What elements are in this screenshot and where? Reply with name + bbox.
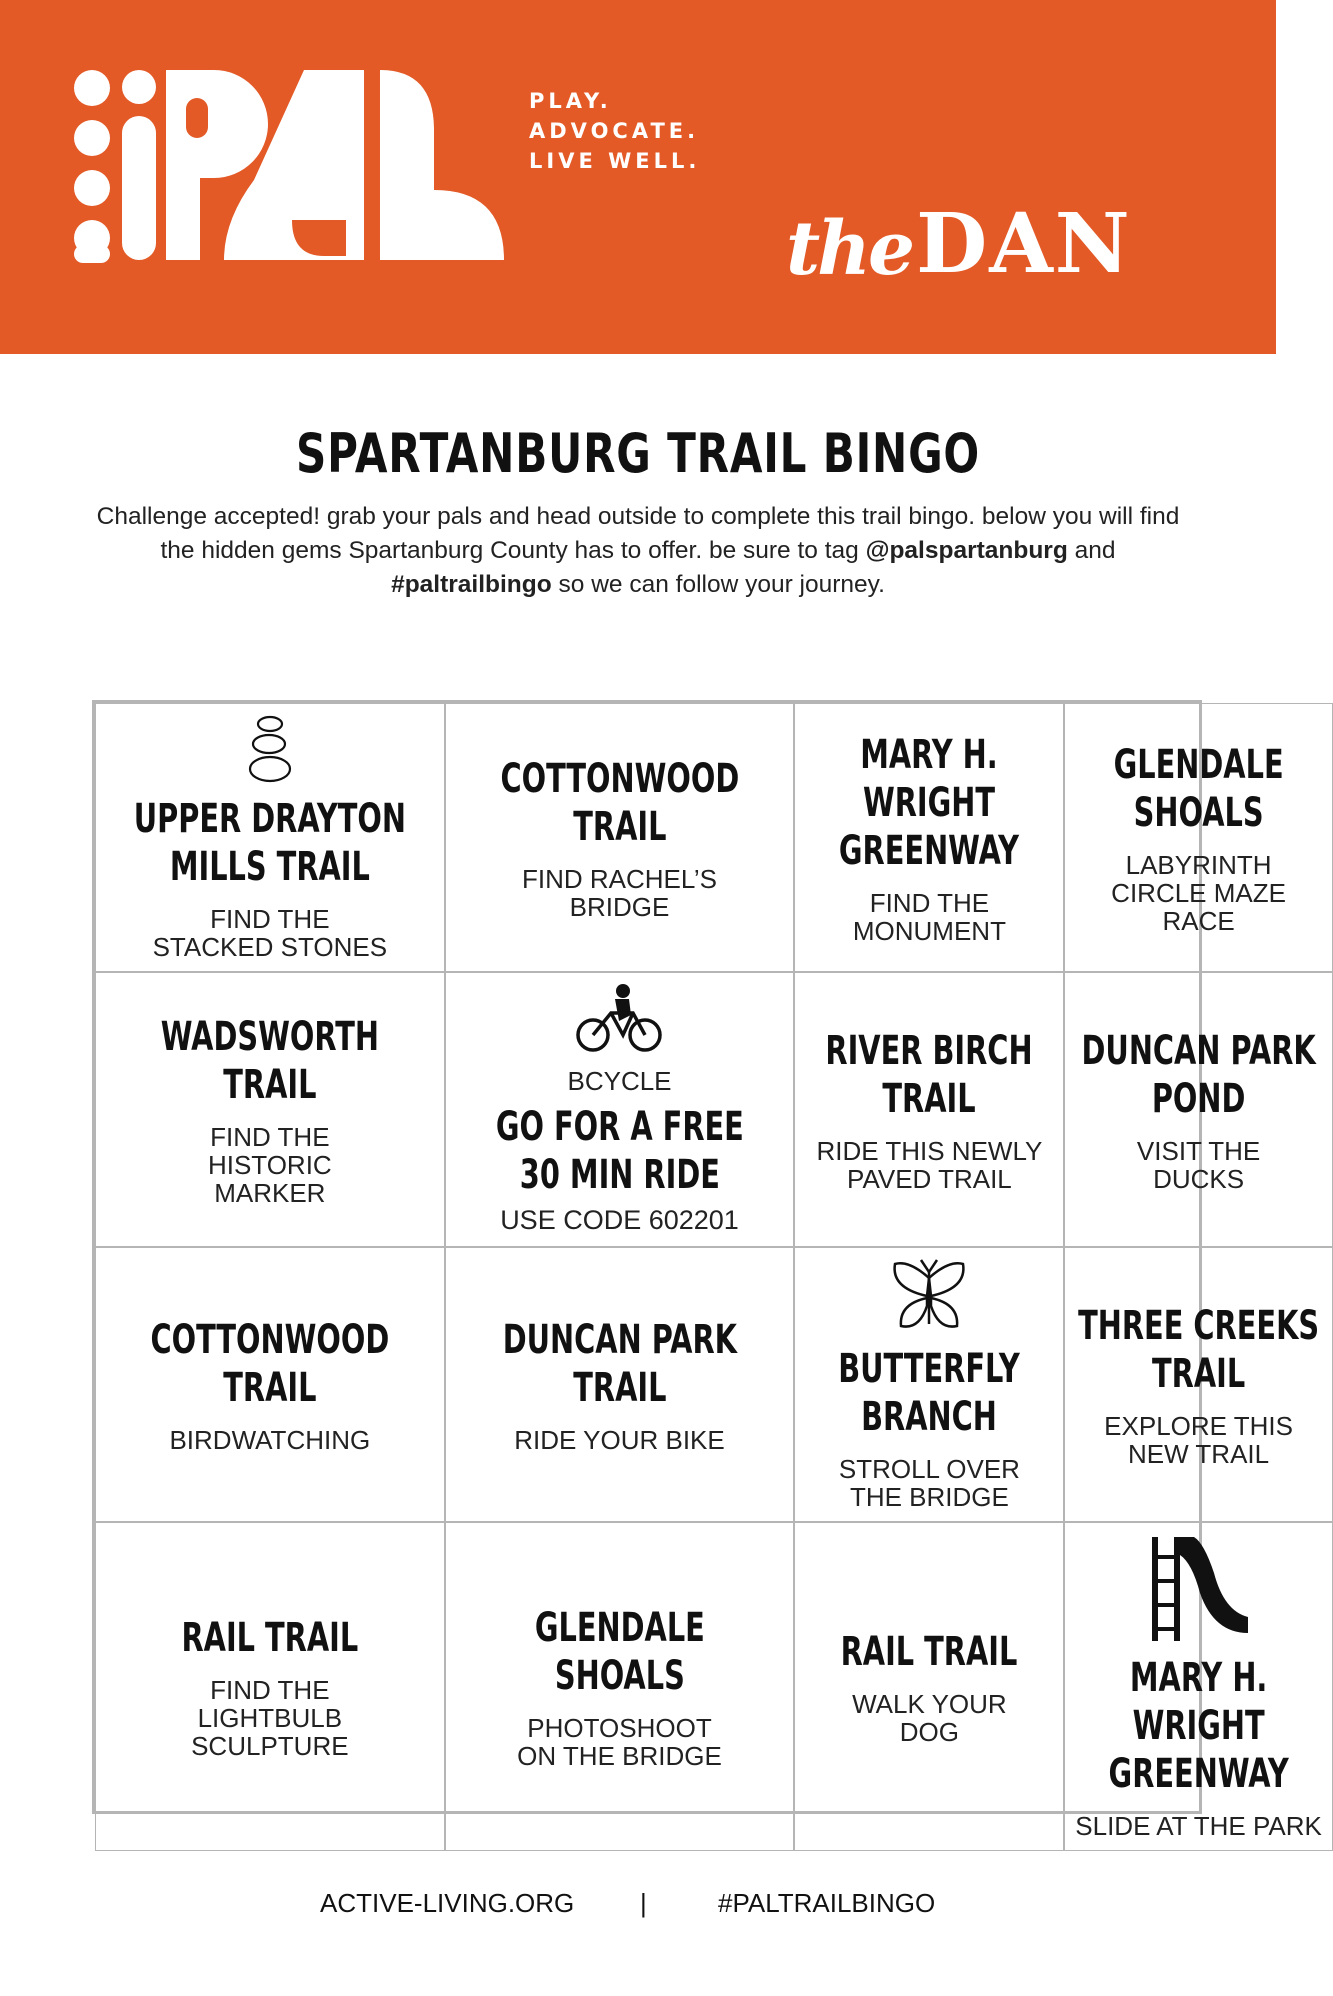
stacked-stones-icon bbox=[245, 714, 295, 789]
bingo-cell bbox=[794, 972, 1064, 1247]
footer bbox=[0, 1888, 1276, 1928]
cell-trail-name: RAIL TRAIL bbox=[181, 1614, 359, 1661]
cell-task: FIND THE LIGHTBULB SCULPTURE bbox=[191, 1674, 349, 1761]
cell-trail-name: WADSWORTH TRAIL bbox=[160, 1013, 379, 1108]
cell-trail-name: UPPER DRAYTON MILLS TRAIL bbox=[133, 796, 406, 890]
cell-trail-name: COTTONWOOD TRAIL bbox=[150, 1316, 390, 1411]
bingo-cell bbox=[1064, 703, 1332, 972]
bingo-cell bbox=[445, 1247, 795, 1522]
bingo-cell bbox=[794, 1522, 1064, 1851]
bingo-cell bbox=[95, 1522, 445, 1851]
intro-text-3: so we can follow your journey. bbox=[551, 571, 885, 598]
header-banner bbox=[0, 0, 1276, 354]
cell-trail-name: COTTONWOOD TRAIL bbox=[500, 755, 739, 850]
footer-separator: | bbox=[640, 1888, 647, 1918]
cell-trail-name: RIVER BIRCH TRAIL bbox=[825, 1027, 1033, 1122]
intro-handle: @palspartanburg bbox=[865, 537, 1068, 564]
cell-trail-name: DUNCAN PARK TRAIL bbox=[502, 1316, 737, 1411]
cell-task: BIRDWATCHING bbox=[169, 1424, 371, 1455]
cell-task: FIND THE STACKED STONES bbox=[152, 904, 388, 962]
cell-trail-name: DUNCAN PARK POND bbox=[1081, 1027, 1316, 1122]
cell-task: FIND THE HISTORIC MARKER bbox=[207, 1121, 332, 1208]
dan-logo-the: the bbox=[786, 206, 913, 292]
cell-task: WALK YOUR DOG bbox=[852, 1688, 1007, 1747]
bingo-cell bbox=[794, 1247, 1064, 1522]
footer-hashtag: #PALTRAILBINGO bbox=[718, 1888, 936, 1918]
bingo-cell bbox=[445, 703, 795, 972]
cell-task: RIDE YOUR BIKE bbox=[514, 1424, 725, 1455]
bicycle-rider-icon bbox=[575, 983, 665, 1060]
tagline-line-1: PLAY. bbox=[529, 89, 612, 113]
bingo-cell bbox=[1064, 1522, 1332, 1851]
cell-trail-name: MARY H. WRIGHT GREENWAY bbox=[1108, 1655, 1289, 1797]
cell-promo-code: USE CODE 602201 bbox=[500, 1205, 739, 1235]
intro-text-1: Challenge accepted! grab your pals and head outside to complete this trail bingo. below you will find the hidden gems Spartanburg County has to offer. be sure to tag bbox=[96, 503, 1180, 564]
cell-task: EXPLORE THIS NEW TRAIL bbox=[1104, 1410, 1293, 1469]
bingo-cell bbox=[445, 1522, 795, 1851]
dan-logo-name: DAN bbox=[916, 196, 1132, 292]
intro-hashtag: #paltrailbingo bbox=[391, 571, 552, 598]
bingo-cell bbox=[95, 703, 445, 972]
cell-trail-name: BUTTERFLY BRANCH bbox=[838, 1346, 1021, 1440]
bingo-cell bbox=[445, 972, 795, 1247]
cell-task: SLIDE AT THE PARK bbox=[1075, 1811, 1322, 1841]
cell-task: FIND RACHEL’S BRIDGE bbox=[521, 863, 718, 922]
bingo-cell bbox=[1064, 1247, 1332, 1522]
cell-task: PHOTOSHOOT ON THE BRIDGE bbox=[517, 1712, 722, 1771]
cell-task: STROLL OVER THE BRIDGE bbox=[838, 1454, 1020, 1512]
cell-trail-name: THREE CREEKS TRAIL bbox=[1078, 1302, 1320, 1397]
footer-website: ACTIVE-LIVING.ORG bbox=[320, 1888, 575, 1918]
cell-brand: BCYCLE bbox=[567, 1066, 672, 1096]
butterfly-icon bbox=[889, 1258, 969, 1339]
tagline bbox=[529, 86, 700, 176]
bingo-cell bbox=[95, 972, 445, 1247]
slide-icon bbox=[1144, 1533, 1254, 1648]
the-dan-logo bbox=[786, 196, 1132, 296]
cell-trail-name: GLENDALE SHOALS bbox=[534, 1604, 705, 1699]
cell-task: RIDE THIS NEWLY PAVED TRAIL bbox=[816, 1135, 1043, 1194]
bingo-cell bbox=[1064, 972, 1332, 1247]
intro-paragraph bbox=[80, 500, 1196, 602]
tagline-line-2: ADVOCATE. bbox=[529, 119, 700, 143]
bingo-cell bbox=[95, 1247, 445, 1522]
bingo-cell bbox=[794, 703, 1064, 972]
cell-trail-name: RAIL TRAIL bbox=[841, 1628, 1018, 1675]
bingo-grid bbox=[92, 700, 1322, 1841]
cell-trail-name: GLENDALE SHOALS bbox=[1113, 741, 1284, 836]
cell-task: VISIT THE DUCKS bbox=[1136, 1135, 1261, 1194]
cell-task: FIND THE MONUMENT bbox=[852, 887, 1006, 946]
intro-text-2: and bbox=[1067, 537, 1116, 564]
cell-task: LABYRINTH CIRCLE MAZE RACE bbox=[1111, 849, 1286, 936]
cell-trail-name: GO FOR A FREE 30 MIN RIDE bbox=[495, 1104, 744, 1198]
cell-trail-name: MARY H. WRIGHT GREENWAY bbox=[839, 731, 1020, 874]
page-title: SPARTANBURG TRAIL BINGO bbox=[295, 422, 981, 485]
tagline-line-3: LIVE WELL. bbox=[529, 149, 701, 173]
